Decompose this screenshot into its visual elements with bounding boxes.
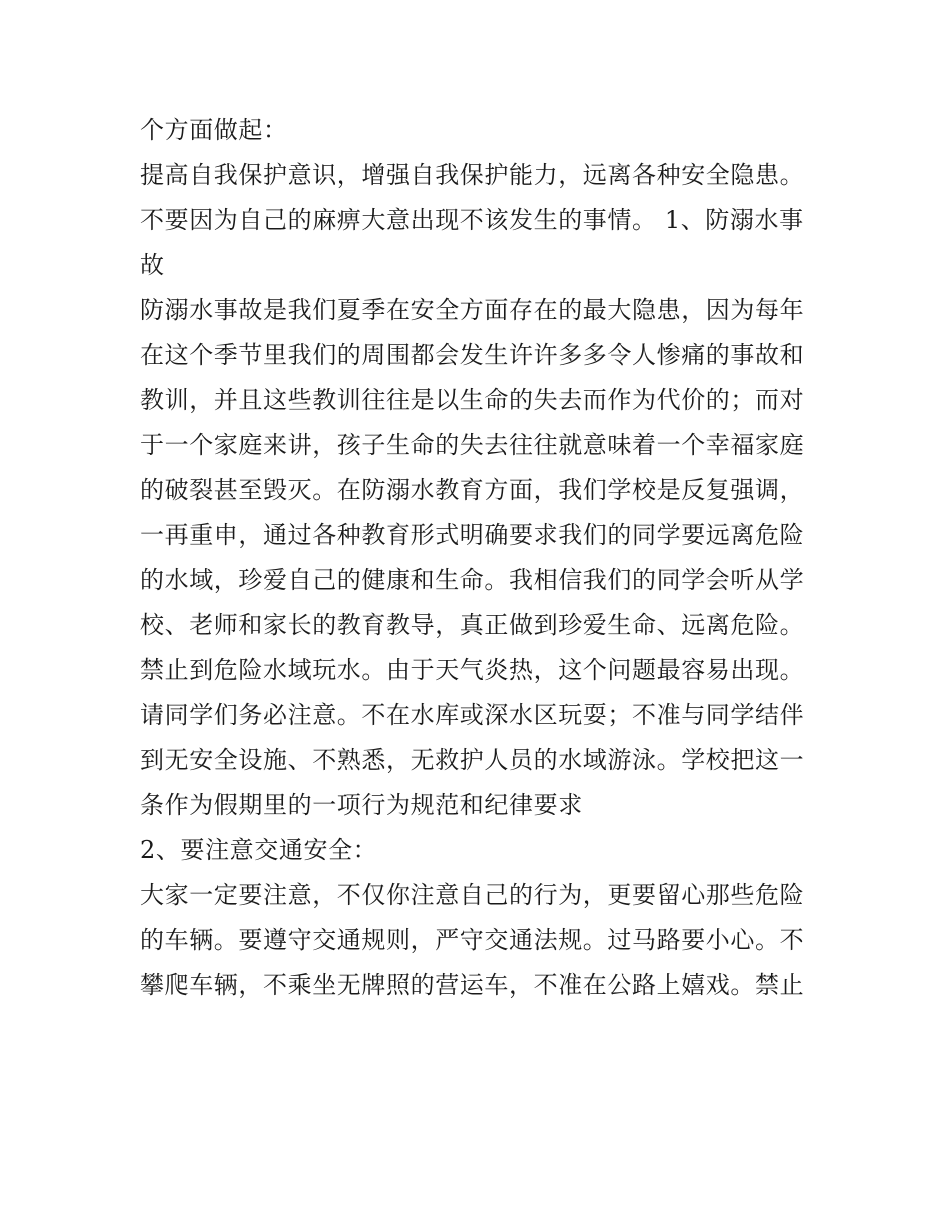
text-line: 的破裂甚至毁灭。在防溺水教育方面，我们学校是反复强调， [140, 476, 805, 504]
text-line: 一再重申，通过各种教育形式明确要求我们的同学要远离危险 [140, 521, 805, 549]
text-line: 个方面做起： [140, 116, 288, 144]
text-line: 大家一定要注意，不仅你注意自己的行为，更要留心那些危险 [140, 881, 805, 909]
text-line: 禁止到危险水域玩水。由于天气炎热，这个问题最容易出现。 [140, 656, 805, 684]
text-line: 请同学们务必注意。不在水库或深水区玩耍；不准与同学结伴 [140, 701, 805, 729]
text-line: 到无安全设施、不熟悉，无救护人员的水域游泳。学校把这一 [140, 746, 805, 774]
text-line: 攀爬车辆，不乘坐无牌照的营运车，不准在公路上嬉戏。禁止 [140, 971, 805, 999]
document-body [140, 108, 820, 1008]
text-line: 校、老师和家长的教育教导，真正做到珍爱生命、远离危险。 [140, 611, 805, 639]
text-line: 防溺水事故是我们夏季在安全方面存在的最大隐患，因为每年 [140, 296, 805, 324]
text-line: 不要因为自己的麻痹大意出现不该发生的事情。 1、防溺水事 [140, 206, 804, 234]
text-line: 的水域，珍爱自己的健康和生命。我相信我们的同学会听从学 [140, 566, 805, 594]
text-line: 于一个家庭来讲，孩子生命的失去往往就意味着一个幸福家庭 [140, 431, 805, 459]
text-line: 在这个季节里我们的周围都会发生许许多多令人惨痛的事故和 [140, 341, 805, 369]
text-line: 2、要注意交通安全： [140, 836, 378, 864]
text-line: 教训，并且这些教训往往是以生命的失去而作为代价的；而对 [140, 386, 805, 414]
text-line: 的车辆。要遵守交通规则，严守交通法规。过马路要小心。不 [140, 926, 805, 954]
text-line: 条作为假期里的一项行为规范和纪律要求 [140, 791, 583, 819]
text-line: 故 [140, 251, 165, 279]
text-line: 提高自我保护意识，增强自我保护能力，远离各种安全隐患。 [140, 161, 805, 189]
